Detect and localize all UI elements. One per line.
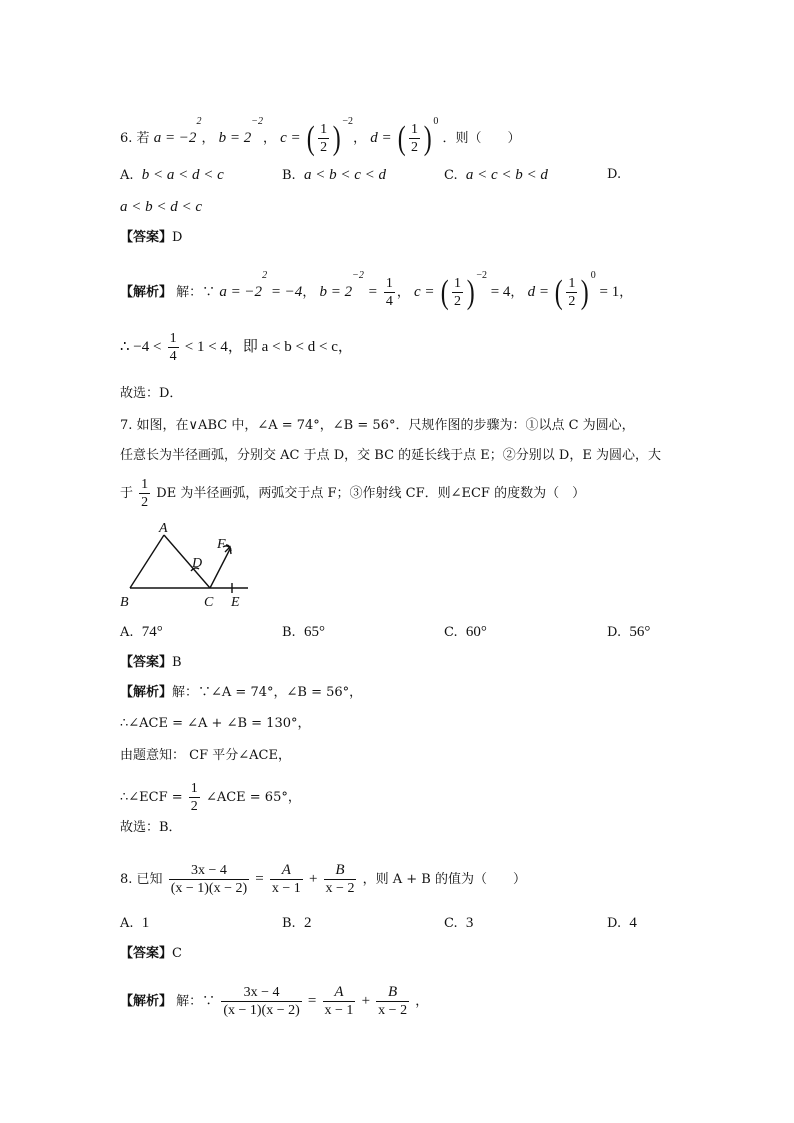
q8-option-b[interactable]: B. 2: [282, 915, 312, 931]
label-d: D: [192, 556, 203, 571]
q7-figure: [115, 518, 265, 610]
q7-stem-line2: 任意长为半径画弧，分别交 AC 于点 D，交 BC 的延长线于点 E；②分别以 D，E 为圆心，大: [120, 448, 661, 463]
label-f: F: [217, 537, 226, 552]
q6-d-def: d =: [370, 130, 392, 146]
q7-option-b[interactable]: B. 65°: [282, 624, 325, 640]
q6-option-d[interactable]: D.: [607, 167, 622, 182]
q7-analysis-s4: ∴∠ECF = $\frac{1}{2}$ ∠ACE = 65°，: [120, 781, 301, 814]
side-ac: [164, 535, 210, 588]
q6-answer: 【答案】D: [120, 230, 183, 245]
q8-option-c[interactable]: C. 3: [444, 915, 474, 931]
label-a: A: [159, 521, 168, 536]
q8-option-a[interactable]: A. 1: [120, 915, 150, 931]
q8-answer: 【答案】C: [120, 946, 182, 961]
q6-option-c[interactable]: C. a < c < b < d: [444, 167, 548, 183]
q6-stem: 6. 若 $a = -2^2$， $b = 2^{-2}$， c = ( $\frac{1}{2}$ ) $^{-2}$， d = ( $\frac{1}{2}$ ) $^0$ ．则（ ）: [120, 116, 521, 157]
q7-option-c[interactable]: C. 60°: [444, 624, 487, 640]
q6-b-def: $b = 2^{-2}$: [218, 116, 263, 146]
q7-option-a[interactable]: A. 74°: [120, 624, 163, 640]
label-b: B: [120, 595, 129, 610]
q7-analysis-s2: ∴∠ACE = ∠A + ∠B = 130°，: [120, 716, 311, 731]
q8-option-d[interactable]: D. 4: [607, 915, 637, 931]
q8-analysis: 【解析】 解：∵ $\frac{3x - 4}{(x - 1)(x - 2)}$ = $\frac{A}{x - 1}$ + $\frac{B}{x - 2}$ ，: [120, 984, 429, 1018]
q8-stem: 8. 已知 $\frac{3x - 4}{(x - 1)(x - 2)}$ = $\frac{A}{x - 1}$ + $\frac{B}{x - 2}$ ，则 A + B 的值为（ ）: [120, 862, 526, 896]
label-c: C: [204, 595, 214, 610]
q6-a-def: $a = -2^2$: [153, 116, 202, 146]
q6-analysis-line2: ∴ −4 < $\frac{1}{4}$ < 1 < 4，即 a < b < d < c，: [120, 331, 353, 364]
q6-number: 6. 若: [120, 131, 150, 146]
label-e: E: [231, 595, 240, 610]
q6-c-def: c =: [280, 130, 301, 146]
q6-conclusion: 故选：D．: [120, 386, 183, 401]
q6-tail: ．则（ ）: [442, 131, 521, 146]
q7-analysis-s3: 由题意知： CF 平分∠ACE，: [120, 748, 291, 763]
ray-cf: [210, 549, 230, 588]
q6-analysis: 【解析】 解：∵ $a = -2^2 = -4$， $b = 2^{-2}$ = $\frac{1}{4}$ ， c = ( $\frac{1}{2}$ ) $^{-2}$ = 4， d = ( $\frac{1}{2}$ ) $^0$ = 1，: [120, 270, 633, 311]
q7-answer: 【答案】B: [120, 655, 182, 670]
q6-option-b[interactable]: B. a < b < c < d: [282, 167, 386, 183]
q7-analysis-s1: 【解析】解：∵∠A = 74°，∠B = 56°，: [120, 685, 363, 700]
q7-conclusion: 故选：B．: [120, 820, 182, 835]
side-ab: [130, 535, 164, 588]
q6-option-a[interactable]: A. b < a < d < c: [120, 167, 224, 183]
q6-option-d-text: a < b < d < c: [120, 199, 203, 215]
q7-stem-line3: 于 $\frac{1}{2}$ DE 为半径画弧，两弧交于点 F；③作射线 CF．则∠ECF 的度数为（ ）: [120, 477, 586, 510]
q7-stem-line1: 7. 如图，在∨ABC 中，∠A = 74°，∠B = 56°．尺规作图的步骤为：①以点 C 为圆心，: [120, 418, 635, 433]
q7-option-d[interactable]: D. 56°: [607, 624, 651, 640]
